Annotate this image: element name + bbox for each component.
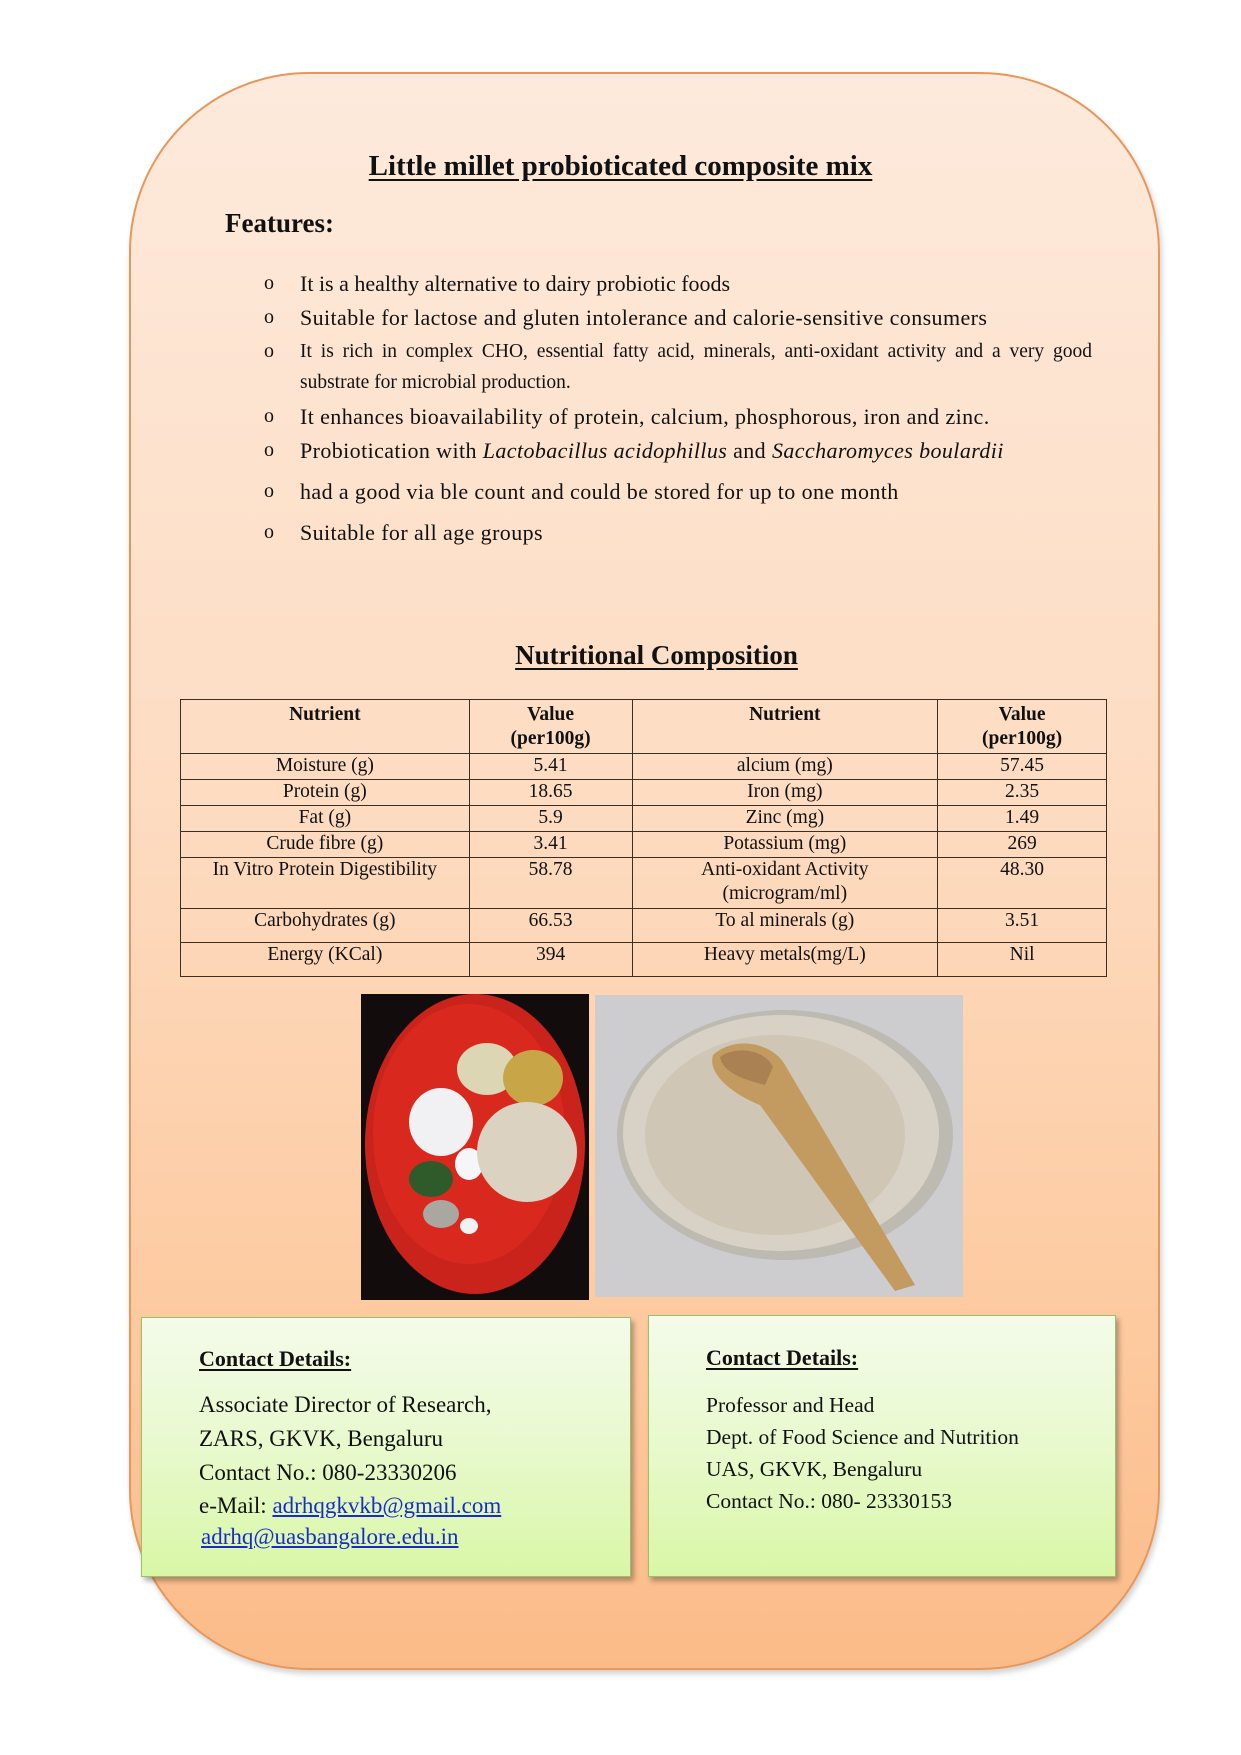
nutrient-name: Carbohydrates (g) [181,909,470,943]
nutrient-name: Potassium (mg) [632,832,938,858]
nutrient-value: 18.65 [469,780,632,806]
nutrient-name: Zinc (mg) [632,806,938,832]
feature-item: o Probiotication with Lactobacillus acidophillus and Saccharomyces boulardii [262,435,1092,466]
page-title: Little millet probioticated composite mix [368,150,873,182]
email-link[interactable]: adrhq@uasbangalore.edu.in [201,1524,459,1549]
nutrient-value: 269 [938,832,1107,858]
feature-item: o It is rich in complex CHO, essential fatty acid, minerals, anti-oxidant activity and a very good substrate for microbial production. [262,336,1092,398]
nutrient-value: Nil [938,943,1107,977]
nutrient-value: 5.9 [469,806,632,832]
table-row [181,943,1107,977]
contact-email-row: e-Mail: adrhqgkvkb@gmail.com [199,1493,502,1518]
contact-line: Dept. of Food Science and Nutrition [706,1425,1019,1449]
ingredients-plate-photo [361,994,589,1300]
nutrient-value: 57.45 [938,754,1107,780]
table-row [181,806,1107,832]
nutrient-name: Heavy metals(mg/L) [632,943,938,977]
contact-card-adr [141,1317,631,1577]
header-value: Value (per100g) [938,700,1107,754]
contact-line: ZARS, GKVK, Bengaluru [199,1426,444,1451]
nutrition-heading: Nutritional Composition [515,640,798,670]
bullet-circle-icon: o [264,480,275,502]
nutrient-name: Protein (g) [181,780,470,806]
feature-item: o It enhances bioavailability of protein, calcium, phosphorous, iron and zinc. [262,401,1092,432]
nutrient-name: Fat (g) [181,806,470,832]
table-row [181,780,1107,806]
nutrient-name: Iron (mg) [632,780,938,806]
nutrient-name: In Vitro Protein Digestibility [181,858,470,909]
contact-email-row [199,1521,501,1552]
nutrient-value: 1.49 [938,806,1107,832]
nutrient-value: 394 [469,943,632,977]
table-header-row [181,700,1107,754]
header-value: Value (per100g) [469,700,632,754]
table-row [181,754,1107,780]
header-nutrient: Nutrient [632,700,938,754]
feature-item: o It is a healthy alternative to dairy probiotic foods [262,268,1092,299]
bullet-circle-icon: o [264,272,274,294]
contact-card-fsn [648,1315,1116,1577]
contact-heading: Contact Details: [199,1346,352,1371]
bullet-circle-icon: o [264,405,275,427]
bullet-circle-icon: o [264,521,275,543]
bullet-circle-icon: o [264,306,275,328]
bullet-circle-icon: o [264,439,275,461]
features-heading: Features: [225,208,334,238]
contact-phone: Contact No.: 080-23330206 [199,1460,457,1485]
nutrient-value: 48.30 [938,858,1107,909]
nutrient-value: 3.51 [938,909,1107,943]
table-row [181,832,1107,858]
nutrient-name: Energy (KCal) [181,943,470,977]
nutrient-name: Crude fibre (g) [181,832,470,858]
nutrient-name: Anti-oxidant Activity (microgram/ml) [632,858,938,909]
nutrient-value: 5.41 [469,754,632,780]
contact-line: Professor and Head [706,1393,875,1417]
organism-name: Saccharomyces boulardii [771,438,1004,463]
organism-name: Lactobacillus acidophillus [482,438,728,463]
table-row [181,858,1107,909]
nutrient-value: 3.41 [469,832,632,858]
feature-item: o Suitable for lactose and gluten intolerance and calorie-sensitive consumers [262,302,1092,333]
bullet-circle-icon: o [264,340,274,362]
contact-line: Associate Director of Research, [199,1392,492,1417]
feature-item: o Suitable for all age groups [262,517,1092,548]
nutrient-name: To al minerals (g) [632,909,938,943]
contact-heading: Contact Details: [706,1345,859,1370]
nutrient-value: 66.53 [469,909,632,943]
nutrition-table [180,699,1107,977]
nutrient-name: alcium (mg) [632,754,938,780]
nutrient-name: Moisture (g) [181,754,470,780]
features-list [262,268,1092,548]
table-row [181,909,1107,943]
header-nutrient: Nutrient [181,700,470,754]
nutrient-value: 2.35 [938,780,1107,806]
nutrient-value: 58.78 [469,858,632,909]
contact-line: UAS, GKVK, Bengaluru [706,1457,923,1481]
composite-mix-bowl-photo [595,995,963,1297]
feature-item: o had a good via ble count and could be stored for up to one month [262,476,1092,507]
contact-phone: Contact No.: 080- 23330153 [706,1489,953,1513]
email-link[interactable]: adrhqgkvkb@gmail.com [272,1493,502,1518]
